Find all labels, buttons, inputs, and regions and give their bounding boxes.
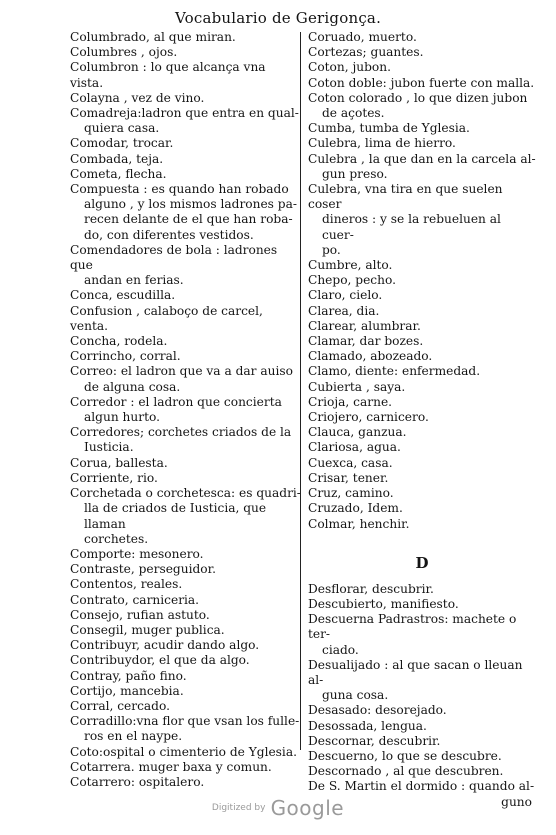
entry-line: Cubierta , saya.	[308, 379, 406, 394]
glossary-entry	[308, 471, 536, 486]
glossary-entry	[70, 45, 302, 60]
running-title: Vocabulario de Gerigonça.	[174, 9, 382, 27]
entry-line: Culebra , la que dan en la carcela al-	[308, 151, 536, 166]
entry-continuation-line: corchetes.	[84, 531, 149, 546]
glossary-entry	[308, 349, 536, 364]
glossary-entry	[70, 304, 302, 334]
entry-line: Contrato, carniceria.	[70, 592, 200, 607]
glossary-entry	[308, 425, 536, 440]
glossary-entry	[308, 582, 536, 597]
glossary-entry	[308, 334, 536, 349]
entry-line: Crioja, carne.	[308, 394, 393, 409]
entry-continuation-line: do, con diferentes vestidos.	[84, 227, 254, 242]
entry-line: Confusion , calaboço de carcel, venta.	[70, 303, 263, 333]
glossary-entry	[70, 60, 302, 90]
digitized-footer	[0, 796, 556, 820]
entry-line: Corradillo:vna flor que vsan los fulle-	[70, 714, 300, 729]
glossary-entry	[70, 91, 302, 106]
entry-line: Concha, rodela.	[70, 334, 168, 349]
entry-line: Columbrado, al que miran.	[70, 30, 236, 44]
glossary-entry	[308, 410, 536, 425]
entry-line: Cometa, flecha.	[70, 166, 167, 181]
entry-line: Contraste, perseguidor.	[70, 562, 216, 577]
entry-line: Corredor : el ladron que concierta	[70, 394, 282, 409]
entry-line: Contentos, reales.	[70, 577, 183, 592]
entry-line: Cortezas; guantes.	[308, 45, 424, 60]
entry-line: Columbres , ojos.	[70, 45, 178, 60]
right-column-entries	[308, 30, 536, 532]
entry-line: Corchetada o corchetesca: es quadri-	[70, 486, 301, 501]
glossary-entry	[308, 136, 536, 151]
entry-line: Clamar, dar bozes.	[308, 334, 424, 349]
entry-line: Coton, jubon.	[308, 60, 391, 75]
glossary-entry	[70, 349, 302, 364]
entry-line: Combada, teja.	[70, 151, 164, 166]
glossary-entry	[70, 30, 302, 45]
glossary-entry	[70, 471, 302, 486]
entry-line: Contray, paño fino.	[70, 668, 187, 683]
glossary-entry	[70, 745, 302, 760]
entry-continuation-line: po.	[322, 242, 341, 257]
entry-line: Desossada, lengua.	[308, 718, 427, 733]
entry-line: Colayna , vez de vino.	[70, 90, 205, 105]
glossary-entry	[308, 456, 536, 471]
glossary-entry	[70, 669, 302, 684]
entry-line: Consegil, muger publica.	[70, 622, 225, 637]
catchword: guno	[501, 794, 532, 809]
entry-line: Cumba, tumba de Yglesia.	[308, 121, 470, 136]
glossary-entry	[70, 395, 302, 425]
entry-line: Chepo, pecho.	[308, 273, 396, 288]
glossary-entry	[70, 608, 302, 623]
entry-continuation-line: quiera casa.	[84, 121, 160, 136]
entry-line: Descornado , al que descubren.	[308, 764, 504, 779]
glossary-entry	[308, 779, 536, 794]
glossary-entry	[308, 76, 536, 91]
glossary-entry	[308, 91, 536, 121]
entry-line: Corral, cercado.	[70, 698, 170, 713]
entry-continuation-line: dineros : y se la rebueluen al cuer-	[322, 212, 501, 242]
entry-line: Corua, ballesta.	[70, 455, 168, 470]
entry-continuation-line: Iusticia.	[84, 440, 134, 455]
entry-line: Cotarrero: ospitalero.	[70, 774, 205, 789]
glossary-entry	[70, 425, 302, 455]
glossary-entry	[308, 273, 536, 288]
glossary-entry	[70, 638, 302, 653]
entry-continuation-line: de alguna cosa.	[84, 379, 181, 394]
entry-line: Desualijado : al que sacan o lleuan al-	[308, 657, 523, 687]
entry-line: Consejo, rufian astuto.	[70, 607, 210, 622]
entry-line: Clarea, dia.	[308, 303, 380, 318]
entry-continuation-line: guna cosa.	[322, 688, 389, 703]
entry-line: Descornar, descubrir.	[308, 733, 441, 748]
column-divider	[300, 32, 301, 750]
entry-continuation-line: ros en el naype.	[84, 729, 183, 744]
glossary-entry	[308, 597, 536, 612]
glossary-entry	[70, 699, 302, 714]
entry-line: Cruz, camino.	[308, 486, 394, 501]
entry-line: Cuexca, casa.	[308, 455, 393, 470]
glossary-entry	[308, 45, 536, 60]
glossary-entry	[70, 136, 302, 151]
glossary-entry	[308, 182, 536, 258]
glossary-entry	[70, 456, 302, 471]
entry-line: Coton colorado , lo que dizen jubon	[308, 90, 528, 105]
glossary-entry	[308, 60, 536, 75]
glossary-entry	[308, 288, 536, 303]
glossary-entry	[70, 775, 302, 790]
glossary-entry	[70, 182, 302, 243]
entry-line: Desflorar, descubrir.	[308, 581, 434, 596]
glossary-entry	[70, 167, 302, 182]
glossary-entry	[70, 486, 302, 547]
glossary-entry	[70, 714, 302, 744]
glossary-entry	[70, 547, 302, 562]
section-d-entries	[308, 582, 536, 795]
entry-line: Clamado, abozeado.	[308, 349, 433, 364]
entry-line: Comodar, trocar.	[70, 136, 174, 151]
entry-line: Comporte: mesonero.	[70, 546, 204, 561]
entry-line: Clariosa, agua.	[308, 440, 401, 455]
glossary-entry	[308, 734, 536, 749]
glossary-entry	[308, 395, 536, 410]
entry-continuation-line: de açotes.	[322, 106, 385, 121]
entry-line: Cumbre, alto.	[308, 258, 393, 273]
entry-continuation-line: algun hurto.	[84, 410, 160, 425]
glossary-entry	[308, 486, 536, 501]
entry-continuation-line: ciado.	[322, 642, 359, 657]
entry-line: Coto:ospital o cimenterio de Yglesia.	[70, 744, 297, 759]
entry-line: Claro, cielo.	[308, 288, 383, 303]
entry-line: Corriente, rio.	[70, 470, 158, 485]
entry-line: Contribuydor, el que da algo.	[70, 653, 250, 668]
glossary-entry	[308, 440, 536, 455]
right-column	[308, 30, 536, 810]
glossary-entry	[308, 152, 536, 182]
entry-continuation-line: recen delante de el que han roba-	[84, 212, 293, 227]
google-logo: Google	[270, 796, 345, 820]
glossary-entry	[308, 258, 536, 273]
glossary-entry	[70, 653, 302, 668]
glossary-entry	[308, 658, 536, 704]
entry-line: Clauca, ganzua.	[308, 425, 407, 440]
section-spacer	[308, 532, 536, 546]
glossary-entry	[70, 623, 302, 638]
glossary-entry	[308, 364, 536, 379]
glossary-entry	[70, 334, 302, 349]
entry-line: Conca, escudilla.	[70, 288, 176, 303]
entry-line: Contribuyr, acudir dando algo.	[70, 638, 260, 653]
glossary-entry	[70, 288, 302, 303]
entry-line: Culebra, vna tira en que suelen coser	[308, 182, 503, 212]
entry-line: Corredores; corchetes criados de la	[70, 425, 292, 440]
glossary-entry	[308, 612, 536, 658]
entry-continuation-line: andan en ferias.	[84, 273, 184, 288]
entry-line: Descuerno, lo que se descubre.	[308, 748, 502, 763]
entry-line: Comadreja:ladron que entra en qual-	[70, 106, 299, 121]
entry-line: Cruzado, Idem.	[308, 501, 403, 516]
glossary-entry	[308, 719, 536, 734]
entry-line: Coton doble: jubon fuerte con malla.	[308, 75, 535, 90]
glossary-entry	[70, 106, 302, 136]
entry-line: Columbron : lo que alcança vna vista.	[70, 60, 266, 90]
entry-continuation-line: gun preso.	[322, 166, 388, 181]
entry-line: Clamo, diente: enfermedad.	[308, 364, 481, 379]
glossary-entry	[70, 562, 302, 577]
entry-line: Cortijo, mancebia.	[70, 683, 184, 698]
entry-line: De S. Martin el dormido : quando al-	[308, 779, 535, 794]
entry-line: Correo: el ladron que va a dar auiso	[70, 364, 293, 379]
glossary-entry	[70, 152, 302, 167]
entry-line: Comendadores de bola : ladrones que	[70, 242, 278, 273]
entry-line: Colmar, henchir.	[308, 516, 410, 531]
entry-line: Cotarrera. muger baxa y comun.	[70, 759, 272, 774]
entry-continuation-line: alguno , y los mismos ladrones pa-	[84, 197, 297, 212]
entry-line: Descubierto, manifiesto.	[308, 596, 459, 611]
glossary-entry	[70, 243, 302, 289]
entry-line: Desasado: desorejado.	[308, 703, 447, 718]
entry-continuation-line: lla de criados de Iusticia, que llaman	[84, 501, 267, 531]
entry-line: Culebra, lima de hierro.	[308, 136, 456, 151]
entry-line: Clarear, alumbrar.	[308, 318, 421, 333]
glossary-entry	[308, 517, 536, 532]
glossary-entry	[308, 319, 536, 334]
glossary-entry	[308, 304, 536, 319]
glossary-entry	[308, 30, 536, 45]
entry-line: Crisar, tener.	[308, 470, 389, 485]
glossary-entry	[308, 749, 536, 764]
entry-line: Descuerna Padrastros: machete o ter-	[308, 612, 517, 642]
entry-line: Criojero, carnicero.	[308, 410, 429, 425]
glossary-entry	[70, 684, 302, 699]
glossary-entry	[70, 593, 302, 608]
glossary-entry	[308, 380, 536, 395]
digitized-by-text: Digitized by	[211, 803, 266, 813]
glossary-entry	[308, 764, 536, 779]
glossary-entry	[308, 121, 536, 136]
entry-line: Compuesta : es quando han robado	[70, 182, 289, 197]
glossary-entry	[70, 577, 302, 592]
glossary-entry	[308, 501, 536, 516]
entry-line: Corrincho, corral.	[70, 349, 181, 364]
section-letter-d: D	[415, 553, 429, 572]
left-column	[70, 30, 302, 790]
glossary-entry	[70, 760, 302, 775]
entry-line: Coruado, muerto.	[308, 30, 417, 44]
glossary-entry	[70, 364, 302, 394]
glossary-entry	[308, 703, 536, 718]
